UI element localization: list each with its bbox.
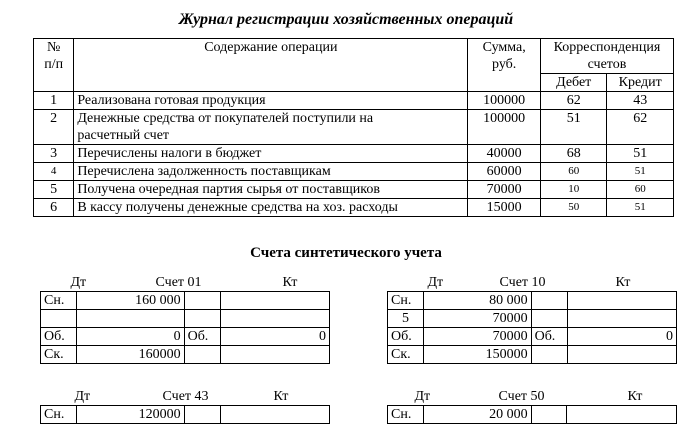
kt-label: Кт [627,389,643,404]
row-label-kt [184,310,220,328]
row-num: 1 [34,92,74,110]
account-name: Счет 50 [498,389,545,404]
row-label: Об. [388,328,424,346]
table-row [34,110,674,145]
t-account-header [388,274,677,292]
row-value-kt [220,406,330,424]
row-debit: 68 [540,145,607,163]
row-label-kt [184,406,220,424]
row-label-kt: Об. [531,328,567,346]
row-credit: 43 [607,92,674,110]
dt-label: Дт [427,275,444,290]
t-account-header [41,388,330,406]
row-value-kt [567,406,677,424]
t-account-43 [40,388,330,424]
t-account-50 [387,388,677,424]
row-value-kt: 0 [567,328,676,346]
row-debit: 51 [540,110,607,145]
row-label: Ск. [41,346,77,364]
row-value: 120000 [76,406,184,424]
table-row [34,163,674,181]
header-corr [540,39,673,74]
row-sum: 60000 [468,163,541,181]
row-num: 4 [34,163,74,181]
journal-header-row [34,39,674,74]
header-sum [468,39,541,92]
table-row [34,92,674,110]
row-text: Перечислена задолженность поставщикам [74,163,468,181]
t-account-row [41,406,330,424]
row-label [41,310,77,328]
synthetic-title: Счета синтетического учета [250,245,442,261]
header-num-line1: № [46,40,61,55]
journal-table [33,38,674,217]
row-label-kt [531,310,567,328]
row-text [74,110,468,145]
dt-label: Дт [414,389,431,404]
row-value: 20 000 [423,406,531,424]
row-credit: 60 [607,181,674,199]
row-debit: 60 [540,163,607,181]
row-num: 6 [34,199,74,217]
t-account-row [388,346,677,364]
dt-label: Дт [74,389,91,404]
t-account-row [388,406,677,424]
row-label-kt [184,292,220,310]
row-label-kt [531,292,567,310]
header-corr-line1: Корреспонденция [553,40,661,55]
header-credit: Кредит [607,74,674,92]
row-sum: 40000 [468,145,541,163]
row-sum: 100000 [468,92,541,110]
row-credit: 51 [607,163,674,181]
row-text: Реализована готовая продукция [74,92,468,110]
table-row [34,181,674,199]
row-num: 3 [34,145,74,163]
row-label-kt [184,346,220,364]
row-value-kt [220,346,329,364]
row-value-kt [567,310,676,328]
header-num-line2: п/п [44,57,64,72]
table-row [34,199,674,217]
row-sum: 100000 [468,110,541,145]
row-debit: 10 [540,181,607,199]
row-label: Сн. [388,292,424,310]
row-label-kt [531,346,567,364]
t-account-row [41,346,330,364]
row-credit: 51 [607,145,674,163]
row-value: 150000 [423,346,531,364]
t-account-header [388,388,677,406]
journal-title: Журнал регистрации хозяйственных операций [178,11,514,28]
t-account-10 [387,274,677,364]
row-label: Ск. [388,346,424,364]
row-value-kt [567,292,676,310]
kt-label: Кт [282,275,298,290]
row-value: 160 000 [76,292,184,310]
header-content: Содержание операции [74,39,468,92]
t-account-header [41,274,330,292]
t-account-row [41,292,330,310]
row-label: Сн. [388,406,424,424]
row-value: 160000 [76,346,184,364]
account-name: Счет 43 [162,389,209,404]
table-row [34,145,674,163]
header-sum-line1: Сумма, [482,40,526,55]
row-value: 70000 [423,328,531,346]
row-sum: 70000 [468,181,541,199]
account-name: Счет 10 [499,275,546,290]
t-account-row [388,328,677,346]
header-debit: Дебет [540,74,607,92]
row-label: Сн. [41,406,77,424]
row-value: 0 [76,328,184,346]
row-label: Об. [41,328,77,346]
row-label-kt [531,406,567,424]
row-debit: 62 [540,92,607,110]
row-value [76,310,184,328]
row-credit: 62 [607,110,674,145]
row-value-kt [220,310,329,328]
row-value-kt: 0 [220,328,329,346]
dt-label: Дт [70,275,87,290]
kt-label: Кт [273,389,289,404]
row-label: 5 [388,310,424,328]
row-credit: 51 [607,199,674,217]
row-debit: 50 [540,199,607,217]
kt-label: Кт [615,275,631,290]
row-text-line2: расчетный счет [77,128,170,143]
t-account-row [41,310,330,328]
t-account-row [388,292,677,310]
header-corr-line2: счетов [587,57,627,72]
row-value: 80 000 [423,292,531,310]
row-value: 70000 [423,310,531,328]
row-sum: 15000 [468,199,541,217]
row-num: 5 [34,181,74,199]
row-text: Получена очередная партия сырья от поставщиков [74,181,468,199]
row-text: В кассу получены денежные средства на хоз. расходы [74,199,468,217]
row-text: Перечислены налоги в бюджет [74,145,468,163]
row-label: Сн. [41,292,77,310]
row-value-kt [220,292,329,310]
t-account-row [388,310,677,328]
header-num [34,39,74,92]
row-text-line1: Денежные средства от покупателей поступили на [77,111,374,126]
row-value-kt [567,346,676,364]
row-label-kt: Об. [184,328,220,346]
row-num: 2 [34,110,74,145]
t-account-row [41,328,330,346]
header-sum-line2: руб. [492,57,517,72]
t-account-01 [40,274,330,364]
account-name: Счет 01 [155,275,202,290]
